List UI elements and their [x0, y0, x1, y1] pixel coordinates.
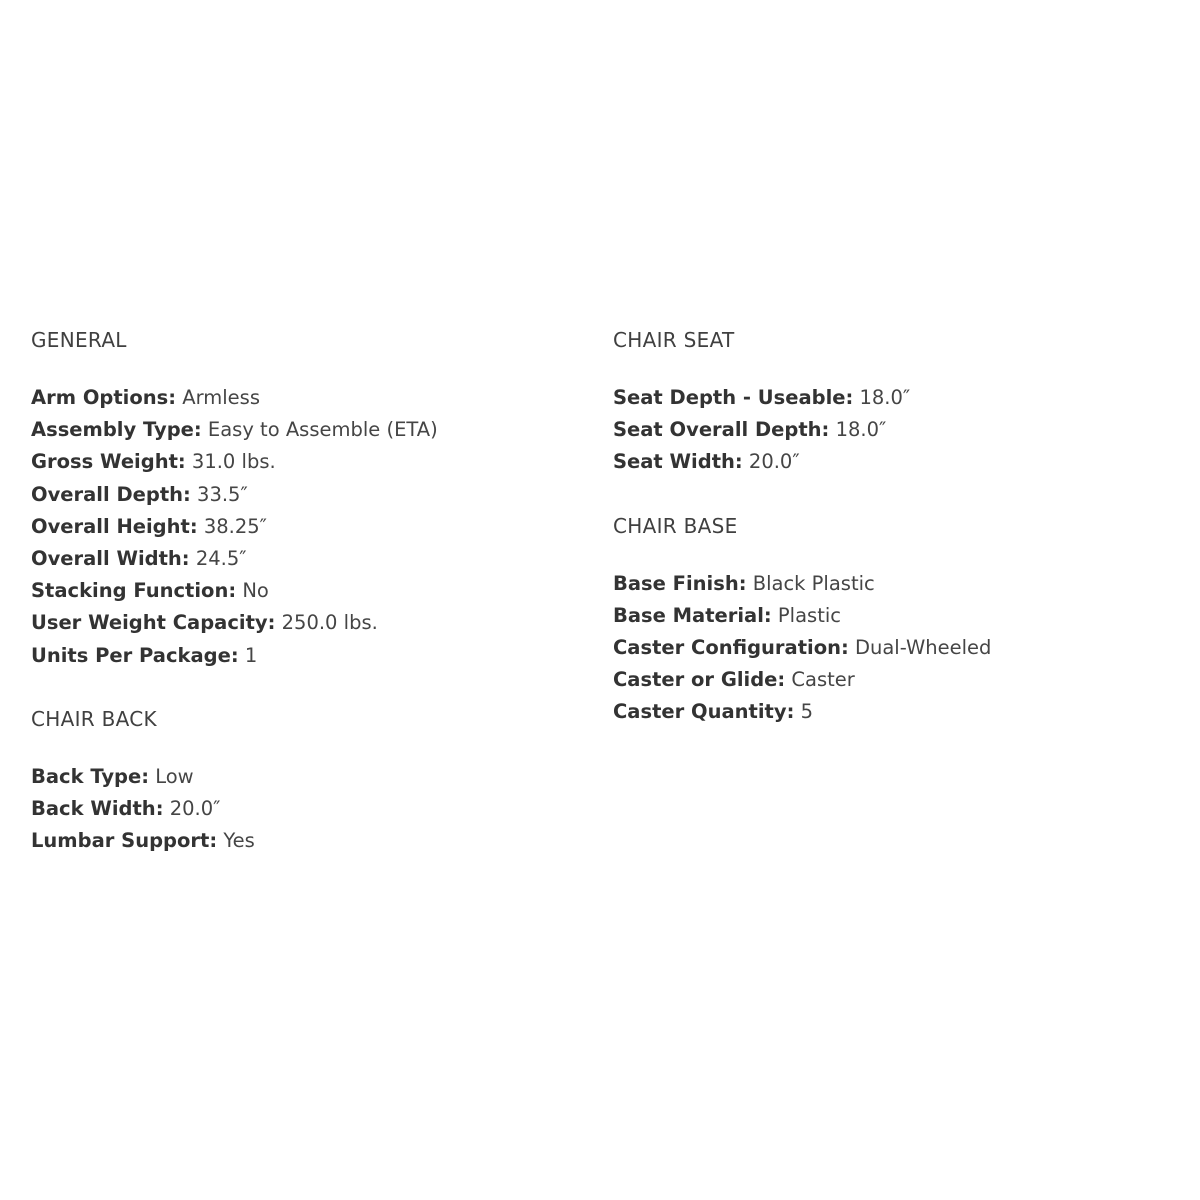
spec-row-seat-depth-useable [613, 382, 1173, 414]
spec-label: Overall Width: [31, 547, 190, 571]
spec-row-caster-configuration [613, 632, 1173, 664]
spec-value: Dual-Wheeled [854, 636, 992, 660]
spec-section-chair-base [613, 510, 1173, 729]
spec-label: Arm Options: [31, 386, 177, 409]
spec-label: Base Material: [613, 603, 772, 627]
spec-row-lumbar-support [31, 825, 571, 857]
spec-label: Base Finish: [613, 571, 747, 595]
spec-value: 5 [800, 700, 813, 724]
spec-label: Caster or Glide: [613, 668, 786, 692]
spec-row-stacking-function [31, 575, 571, 607]
spec-label: Seat Width: [613, 450, 743, 474]
spec-label: User Weight Capacity: [31, 611, 276, 635]
spec-label: Lumbar Support: [31, 829, 218, 853]
spec-value: Black Plastic [752, 571, 875, 595]
spec-row-caster-or-glide [613, 664, 1173, 696]
spec-label: Back Width: [31, 797, 164, 821]
spec-value: Armless [182, 386, 260, 409]
spec-row-overall-depth [31, 479, 571, 511]
spec-label: Back Type: [31, 764, 150, 788]
spec-section-general [31, 324, 571, 672]
spec-label: Overall Height: [31, 514, 198, 538]
spec-row-back-width [31, 793, 571, 825]
spec-label: Units Per Package: [31, 643, 239, 667]
spec-value: 20.0″ [169, 797, 221, 821]
spec-value: 250.0 lbs. [281, 611, 378, 635]
spec-value: 33.5″ [197, 482, 248, 506]
spec-row-overall-width [31, 543, 571, 575]
spec-label: Caster Quantity: [613, 700, 795, 724]
spec-value: 18.0″ [835, 418, 887, 442]
spec-value: 38.25″ [203, 514, 267, 538]
spec-section-chair-back [31, 703, 571, 858]
spec-value: 24.5″ [195, 547, 247, 571]
spec-row-gross-weight [31, 446, 571, 478]
spec-row-caster-quantity [613, 696, 1173, 728]
spec-value: Yes [223, 829, 255, 853]
spec-row-seat-width [613, 446, 1173, 478]
spec-value: No [242, 579, 269, 603]
spec-row-seat-overall-depth [613, 414, 1173, 446]
spec-value: 1 [244, 643, 258, 667]
spec-row-assembly-type [31, 414, 571, 446]
spec-label: Assembly Type: [31, 418, 202, 442]
spec-row-base-material [613, 600, 1173, 632]
spec-value: Plastic [777, 603, 841, 627]
section-title: GENERAL [31, 328, 127, 352]
spec-row-overall-height [31, 511, 571, 543]
spec-value: 20.0″ [748, 450, 800, 474]
section-title: CHAIR BACK [31, 706, 157, 731]
spec-row-user-weight-capacity [31, 607, 571, 639]
spec-label: Stacking Function: [31, 579, 237, 603]
spec-label: Seat Overall Depth: [613, 418, 830, 442]
spec-row-base-finish [613, 568, 1173, 600]
spec-row-back-type [31, 761, 571, 793]
spec-row-units-per-package [31, 640, 571, 672]
spec-value: 31.0 lbs. [191, 450, 276, 474]
spec-label: Seat Depth - Useable: [613, 386, 854, 409]
spec-column-right [613, 324, 1173, 760]
spec-label: Overall Depth: [31, 482, 191, 506]
spec-label: Caster Configuration: [613, 636, 849, 660]
spec-value: 18.0″ [859, 386, 911, 409]
spec-value: Caster [791, 668, 855, 692]
spec-row-arm-options [31, 382, 571, 414]
spec-label: Gross Weight: [31, 450, 186, 474]
section-title: CHAIR SEAT [613, 328, 735, 352]
section-title: CHAIR BASE [613, 513, 738, 538]
spec-column-left [31, 324, 571, 888]
spec-value: Easy to Assemble (ETA) [207, 418, 438, 442]
spec-value: Low [155, 764, 194, 788]
spec-section-chair-seat [613, 324, 1173, 479]
